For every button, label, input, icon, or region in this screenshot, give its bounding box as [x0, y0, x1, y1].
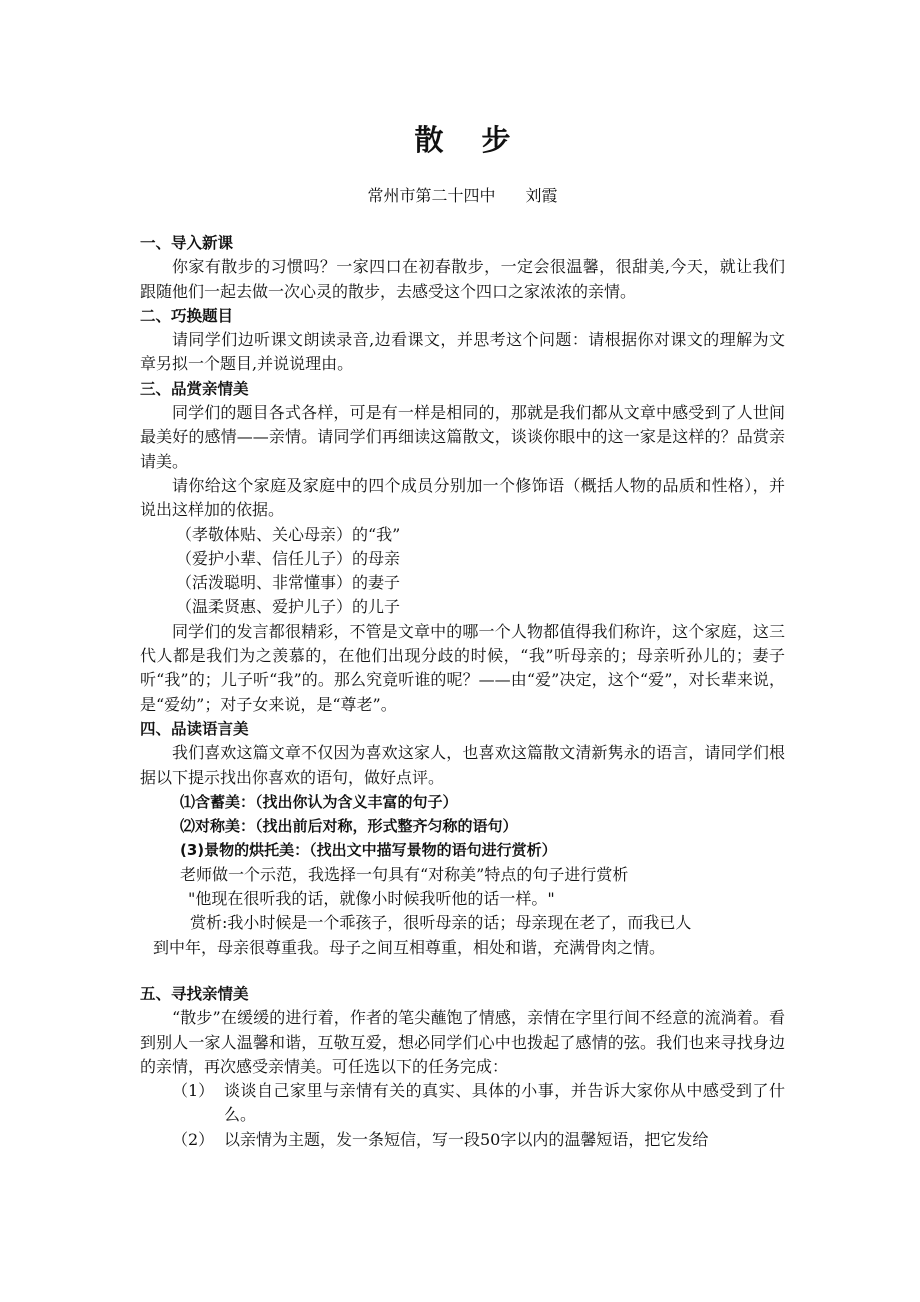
document-body [140, 231, 785, 1152]
paragraph: 同学们的题目各式各样，可是有一样是相同的，那就是我们都从文章中感受到了人世间最美好的感情——亲情。请同学们再细读这篇散文，谈谈你眼中的这一家是这样的？品赏亲请美。 [140, 403, 785, 471]
spacer [140, 960, 785, 982]
task-text: 谈谈自己家里与亲情有关的真实、具体的小事，并告诉大家你从中感受到了什么。 [224, 1081, 785, 1125]
list-item: （温柔贤惠、爱护儿子）的儿子 [176, 597, 401, 617]
demo-line: 老师做一个示范，我选择一句具有“对称美”特点的句子进行赏析 [180, 864, 629, 884]
analysis-line: 到中年，母亲很尊重我。母子之间互相尊重，相处和谐，充满骨肉之情。 [153, 937, 666, 957]
task-item [140, 1079, 785, 1128]
paragraph: 同学们的发言都很精彩，不管是文章中的哪一个人物都值得我们称许，这个家庭，这三代人都是我们为之羡慕的，在他们出现分歧的时候，“我”听母亲的；母亲听孙儿的；妻子听“我”的；儿子听“我”的。那么究竟听谁的呢？——由“爱”决定，这个“爱”，对长辈来说，是“爱幼”；对子女来说，是“尊老”。 [140, 621, 785, 714]
paragraph: 请同学们边听课文朗读录音,边看课文，并思考这个问题：请根据你对课文的理解为文章另拟一个题目,并说说理由。 [140, 330, 785, 374]
list-item: （活泼聪明、非常懂事）的妻子 [176, 573, 401, 593]
section-heading-3: 三、品赏亲情美 [140, 379, 249, 398]
paragraph: 请你给这个家庭及家庭中的四个成员分别加一个修饰语（概括人物的品质和性格），并说出这样加的依据。 [140, 475, 785, 520]
task-number: （2） [172, 1129, 215, 1149]
paragraph: 我们喜欢这篇文章不仅因为喜欢这家人，也喜欢这篇散文清新隽永的语言，请同学们根据以下提示找出你喜欢的语句，做好点评。 [140, 743, 785, 787]
author-school: 常州市第二十四中 [367, 186, 496, 205]
list-item: （孝敬体贴、关心母亲）的“我” [176, 524, 401, 544]
analysis-line: 赏析:我小时候是一个乖孩子，很听母亲的话；母亲现在老了，而我已人 [190, 913, 692, 933]
section-heading-1: 一、导入新课 [140, 234, 234, 252]
tip-item: ⑴含蓄美：（找出你认为含义丰富的句子） [180, 792, 458, 811]
paragraph: 你家有散步的习惯吗？一家四口在初春散步，一定会很温馨，很甜美,今天，就让我们跟随他们一起去做一次心灵的散步，去感受这个四口之家浓浓的亲情。 [140, 257, 785, 301]
task-text: 以亲情为主题，发一条短信，写一段50字以内的温馨短语，把它发给 [224, 1129, 709, 1149]
section-heading-2: 二、巧换题目 [140, 306, 234, 325]
tip-item: (3)景物的烘托美：（找出文中描写景物的语句进行赏析） [180, 841, 557, 860]
author-name: 刘霞 [525, 186, 558, 205]
author-line [140, 183, 785, 209]
document-title: 散步 [414, 123, 549, 157]
list-item: （爱护小辈、信任儿子）的母亲 [176, 548, 401, 568]
paragraph: “散步”在缓缓的进行着，作者的笔尖蘸饱了情感，亲情在字里行间不经意的流淌着。看到别人一家人温馨和谐，互敬互爱，想必同学们心中也拨起了感情的弦。我们也来寻找身边的亲情，再次感受亲情美。可任选以下的任务完成： [140, 1008, 785, 1076]
section-heading-5: 五、寻找亲情美 [140, 984, 249, 1003]
section-heading-4: 四、品读语言美 [140, 719, 249, 738]
tip-item: ⑵对称美：（找出前后对称，形式整齐匀称的语句） [180, 817, 518, 836]
quote-line: "他现在很听我的话，就像小时候我听他的话一样。" [188, 889, 555, 909]
task-item [140, 1128, 785, 1152]
task-number: （1） [172, 1081, 215, 1101]
